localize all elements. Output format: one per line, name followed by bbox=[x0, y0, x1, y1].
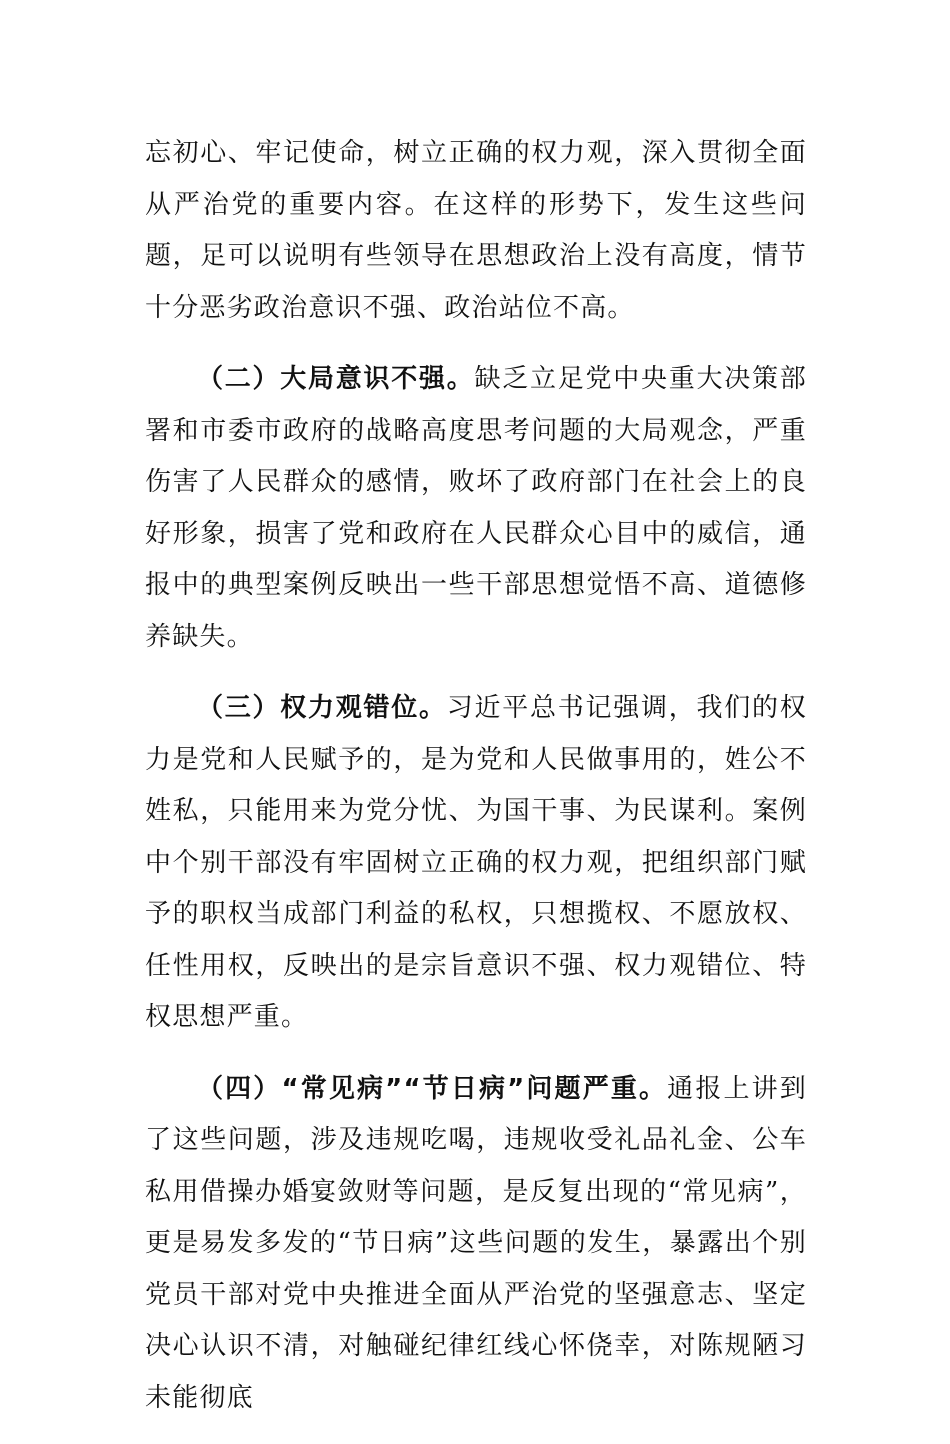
paragraph-section-4 bbox=[145, 1064, 807, 1425]
paragraph-continuation bbox=[145, 128, 807, 334]
paragraph-text: 忘初心、牢记使命，树立正确的权力观，深入贯彻全面从严治党的重要内容。在这样的形势下，发生这些问题，足可以说明有些领导在思想政治上没有高度，情节十分恶劣政治意识不强、政治站位不高。 bbox=[145, 138, 807, 323]
section-heading: （二）大局意识不强。 bbox=[197, 364, 475, 394]
paragraph-text: 通报上讲到了这些问题，涉及违规吃喝，违规收受礼品礼金、公车私用借操办婚宴敛财等问题，是反复出现的“常见病”，更是易发多发的“节日病”这些问题的发生，暴露出个别党员干部对党中央推进全面从严治党的坚强意志、坚定决心认识不清，对触碰纪律红线心怀侥幸，对陈规陋习未能彻底 bbox=[145, 1073, 807, 1413]
section-heading: （三）权力观错位。 bbox=[197, 693, 447, 723]
document-body bbox=[145, 128, 807, 1444]
paragraph-text: 缺乏立足党中央重大决策部署和市委市政府的战略高度思考问题的大局观念，严重伤害了人民群众的感情，败坏了政府部门在社会上的良好形象，损害了党和政府在人民群众心目中的威信，通报中的典型案例反映出一些干部思想觉悟不高、道德修养缺失。 bbox=[145, 364, 807, 652]
section-heading: （四）“常见病”“节日病”问题严重。 bbox=[197, 1073, 668, 1104]
paragraph-section-3 bbox=[145, 683, 807, 1044]
paragraph-section-2 bbox=[145, 354, 807, 663]
paragraph-text: 习近平总书记强调，我们的权力是党和人民赋予的，是为党和人民做事用的，姓公不姓私，只能用来为党分忧、为国干事、为民谋利。案例中个别干部没有牢固树立正确的权力观，把组织部门赋予的职权当成部门利益的私权，只想揽权、不愿放权、任性用权，反映出的是宗旨意识不强、权力观错位、特权思想严重。 bbox=[145, 693, 807, 1032]
